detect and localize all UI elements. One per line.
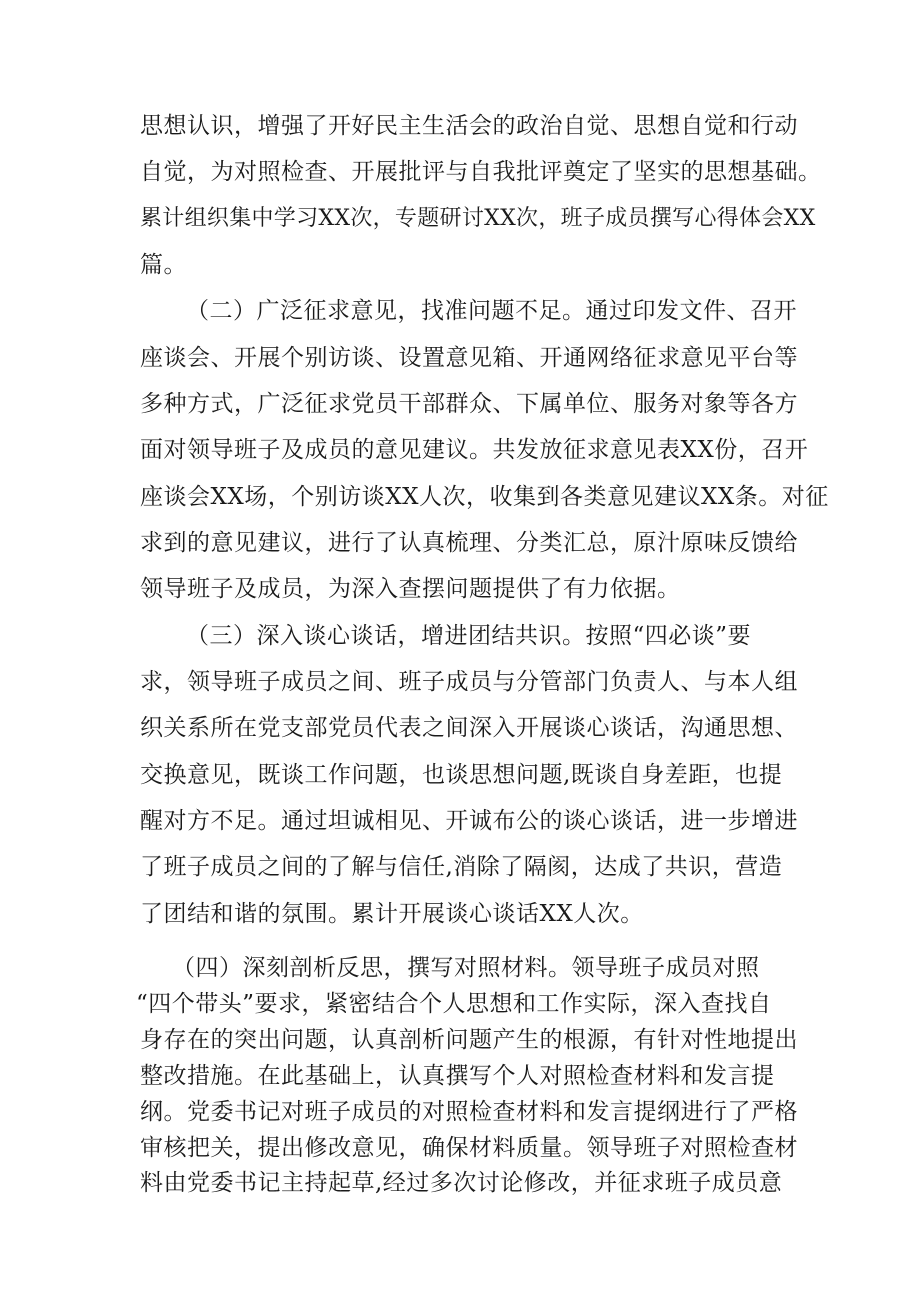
paragraph-1-line-1: 思想认识，增强了开好民主生活会的政治自觉、思想自觉和行动 — [140, 113, 798, 139]
paragraph-1-line-3: 累计组织集中学习XX次，专题研讨XX次，班子成员撰写心得体会XX — [140, 206, 816, 231]
paragraph-1-line-2: 自觉，为对照检查、开展批评与自我批评奠定了坚实的思想基础。 — [140, 159, 822, 185]
paragraph-1-line-4: 篇。 — [140, 252, 187, 278]
paragraph-2-line-1: （二）广泛征求意见，找准问题不足。通过印发文件、召开 — [186, 298, 797, 324]
paragraph-2-line-7: 领导班子及成员，为深入查摆问题提供了有力依据。 — [140, 576, 681, 602]
paragraph-2-line-4: 面对领导班子及成员的意见建议。共发放征求意见表XX份，召开 — [140, 437, 809, 463]
paragraph-3-line-5: 醒对方不足。通过坦诚相见、开诚布公的谈心谈话，进一步增进 — [140, 808, 798, 834]
paragraph-4-line-5: 纲。党委书记对班子成员的对照检查材料和发言提纲进行了严格 — [140, 1099, 798, 1125]
paragraph-3-line-6: 了班子成员之间的了解与信任,消除了隔阂，达成了共识，营造 — [140, 854, 783, 880]
paragraph-4-line-2: “四个带头”要求，紧密结合个人思想和工作实际，深入查找自 — [136, 991, 772, 1017]
paragraph-2-line-2: 座谈会、开展个别访谈、设置意见箱、开通网络征求意见平台等 — [140, 345, 798, 371]
paragraph-3-line-3: 织关系所在党支部党员代表之间深入开展谈心谈话，沟通思想、 — [140, 715, 798, 741]
paragraph-2-line-3: 多种方式，广泛征求党员干部群众、下属单位、服务对象等各方 — [140, 391, 798, 417]
paragraph-4-line-7: 料由党委书记主持起草,经过多次讨论修改，并征求班子成员意 — [140, 1170, 783, 1196]
paragraph-2-line-6: 求到的意见建议，进行了认真梳理、分类汇总，原汁原味反馈给 — [140, 530, 798, 556]
paragraph-4-line-6: 审核把关，提出修改意见，确保材料质量。领导班子对照检查材 — [140, 1135, 798, 1161]
paragraph-4-line-4: 整改措施。在此基础上，认真撰写个人对照检查材料和发言提 — [140, 1063, 775, 1089]
paragraph-3-line-4: 交换意见，既谈工作问题，也谈思想问题,既谈自身差距，也提 — [140, 762, 783, 788]
paragraph-4-line-3: 身存在的突出问题，认真剖析问题产生的根源，有针对性地提出 — [140, 1027, 798, 1053]
paragraph-3-line-7: 了团结和谐的氛围。累计开展谈心谈话XX人次。 — [140, 901, 644, 927]
paragraph-4-line-1: （四）深刻剖析反思，撰写对照材料。领导班子成员对照 — [172, 955, 760, 981]
paragraph-3-line-1: （三）深入谈心谈话，增进团结共识。按照“四必谈”要 — [186, 623, 752, 649]
paragraph-2-line-5: 座谈会XX场，个别访谈XX人次，收集到各类意见建议XX条。对征 — [140, 484, 829, 510]
paragraph-3-line-2: 求，领导班子成员之间、班子成员与分管部门负责人、与本人组 — [140, 669, 798, 695]
